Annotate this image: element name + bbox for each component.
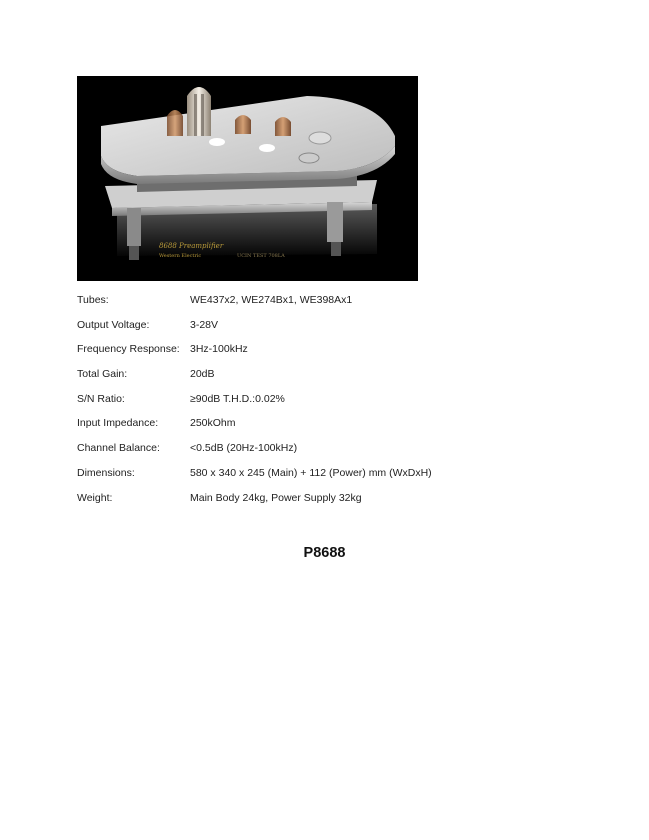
spec-table — [77, 293, 597, 515]
spec-value: 3-28V — [190, 318, 219, 331]
engraving-line2: Western Electric — [159, 253, 202, 259]
engraving-line3: UCIN TEST 708LA — [237, 253, 285, 259]
spec-row-channel-balance — [77, 441, 597, 466]
spec-label: Total Gain: — [77, 368, 128, 381]
spec-label: Dimensions: — [77, 466, 135, 479]
spec-label: Tubes: — [77, 294, 109, 306]
spec-row-frequency-response — [77, 342, 597, 367]
spec-row-weight — [77, 491, 597, 516]
spec-label: Output Voltage: — [77, 318, 150, 331]
spec-row-tubes — [77, 293, 597, 318]
model-name: P8688 — [303, 545, 346, 561]
spec-value: WE437x2, WE274Bx1, WE398Ax1 — [190, 294, 353, 306]
spec-row-input-impedance — [77, 416, 597, 441]
engraving-line1: 8688 Preamplifier — [159, 242, 224, 250]
spec-row-total-gain — [77, 367, 597, 392]
spec-row-sn-ratio — [77, 392, 597, 417]
spec-value: <0.5dB (20Hz-100kHz) — [190, 442, 298, 455]
spec-label: Frequency Response: — [77, 343, 180, 356]
spec-value: 580 x 340 x 245 (Main) + 112 (Power) mm (WxDxH) — [190, 466, 432, 479]
spec-value: 20dB — [190, 368, 215, 381]
spec-value: ≥90dB T.H.D.:0.02% — [190, 392, 285, 405]
spec-label: Channel Balance: — [77, 442, 160, 455]
spec-label: Input Impedance: — [77, 417, 159, 430]
spec-row-dimensions — [77, 466, 597, 491]
spec-value: 3Hz-100kHz — [190, 343, 248, 356]
spec-label: S/N Ratio: — [77, 392, 125, 405]
spec-label: Weight: — [77, 491, 113, 504]
spec-value: 250kOhm — [190, 417, 236, 430]
product-photo — [77, 76, 418, 281]
spec-row-output-voltage — [77, 318, 597, 343]
spec-value: Main Body 24kg, Power Supply 32kg — [190, 491, 362, 504]
